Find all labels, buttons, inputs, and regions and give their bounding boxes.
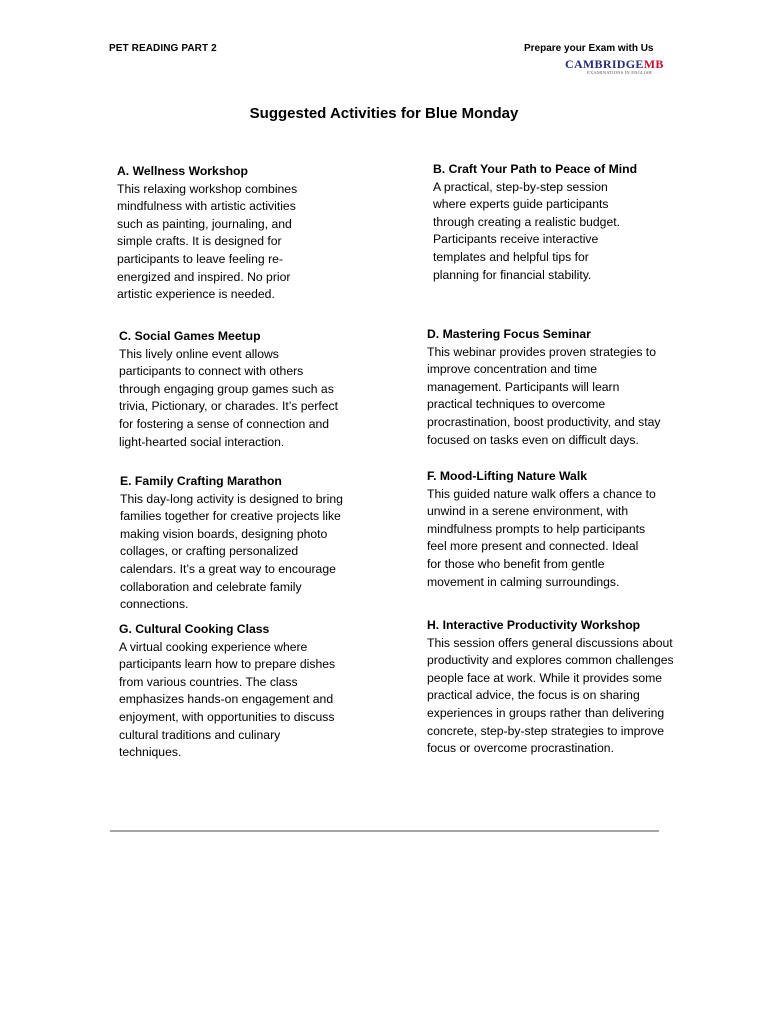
activity-a	[117, 163, 297, 304]
activity-description: This relaxing workshop combines mindfulness with artistic activities such as painting, journaling, and simple crafts. It is designed for participants to leave feeling re- energized and inspired. No prior artistic experience is needed.	[117, 181, 298, 302]
logo-main-text: CAMBRIDGE	[565, 57, 644, 71]
activity-description: This guided nature walk offers a chance to unwind in a serene environment, with mindfulness prompts to help participants feel more present and connected. Ideal for those who benefit from gentle movement in calming surroundings.	[427, 486, 656, 589]
activity-title: A. Wellness Workshop	[117, 164, 248, 178]
header-left-label: PET READING PART 2	[109, 43, 217, 54]
activity-f	[427, 468, 656, 591]
activity-title: C. Social Games Meetup	[119, 329, 261, 343]
activity-c	[119, 328, 338, 451]
header-tagline: Prepare your Exam with Us	[524, 43, 654, 54]
activity-title: B. Craft Your Path to Peace of Mind	[433, 162, 638, 176]
activity-description: This session offers general discussions about productivity and explores common challenges people face at work. While it provides some practical advice, the focus is on sharing experiences in groups rather than delivering concrete, step-by-step strategies to improve focus or overcome procrastination.	[427, 635, 674, 756]
activity-description: This day-long activity is designed to bring families together for creative projects like making vision boards, designing photo collages, or crafting personalized calendars. It’s a great way to encourage collaboration and celebrate family connections.	[120, 491, 343, 612]
cambridge-mb-logo	[565, 57, 664, 77]
bottom-divider	[110, 830, 659, 832]
logo-subtitle: EXAMINATIONS IN ENGLISH	[587, 70, 652, 75]
activity-e	[120, 473, 343, 614]
activity-title: H. Interactive Productivity Workshop	[427, 618, 641, 632]
activity-g	[119, 621, 335, 762]
activity-title: G. Cultural Cooking Class	[119, 622, 270, 636]
activity-title: F. Mood-Lifting Nature Walk	[427, 469, 588, 483]
page-title: Suggested Activities for Blue Monday	[249, 105, 519, 122]
activity-d	[427, 326, 661, 449]
activity-h	[427, 617, 674, 758]
activity-description: This lively online event allows participants to connect with others through engaging group games such as trivia, Pictionary, or charades. It’s perfect for fostering a sense of connection and light-hearted social interaction.	[119, 346, 339, 449]
activity-description: This webinar provides proven strategies to improve concentration and time management. Participants will learn practical techniques to overcome procrastination, boost productivity, and stay focused on tasks even on difficult days.	[427, 344, 661, 447]
activity-description: A virtual cooking experience where participants learn how to prepare dishes from various countries. The class emphasizes hands-on engagement and enjoyment, with opportunities to discuss cultural traditions and culinary techniques.	[119, 639, 336, 760]
logo-accent-text: MB	[643, 57, 664, 71]
activity-b	[433, 161, 637, 284]
activity-description: A practical, step-by-step session where experts guide participants through creating a realistic budget. Participants receive interactive templates and helpful tips for planning for financial stability.	[433, 179, 620, 282]
activity-title: D. Mastering Focus Seminar	[427, 327, 591, 341]
activity-title: E. Family Crafting Marathon	[120, 474, 282, 488]
